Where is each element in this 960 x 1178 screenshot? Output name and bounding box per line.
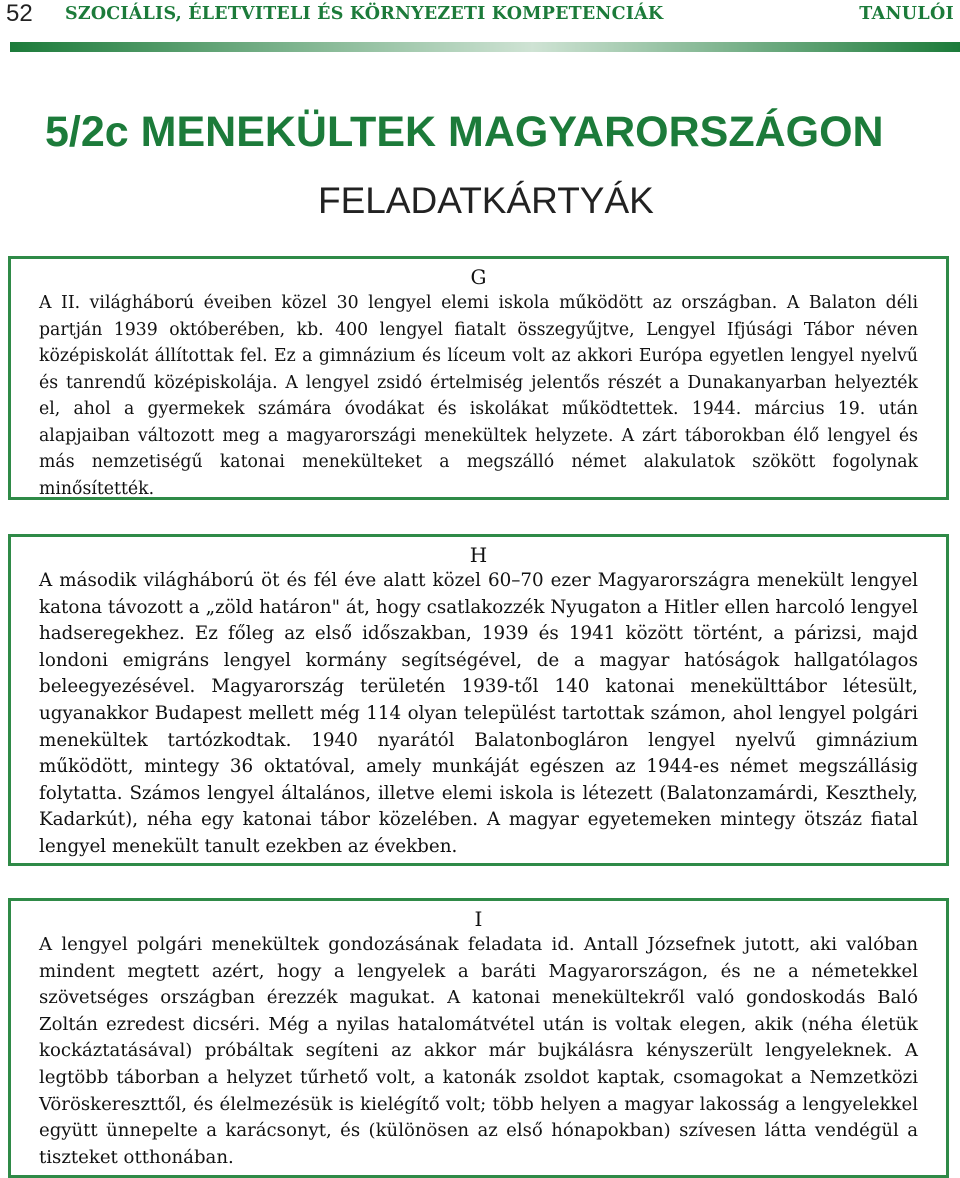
task-card-h [8, 534, 949, 866]
audience-label: TANULÓI [859, 4, 954, 24]
header-divider [10, 42, 960, 52]
card-text: A II. világháború éveiben közel 30 lengyel elemi iskola működött az országban. A Balaton déli partján 1939 októberében, kb. 400 lengyel fiatalt összegyűjtve, Lengyel Ifjúsági Tábor néven középiskolát állítottak fel. Ez a gimnázium és líceum volt az akkori Európa egyetlen lengyel nyelvű és tanrendű középiskolája. A lengyel zsidó értelmiség jelentős részét a Dunakanyarban helyezték el, ahol a gyermekek számára óvodákat és iskolákat működtettek. 1944. március 19. után alapjaiban változott meg a magyarországi menekültek helyzete. A zárt táborokban élő lengyel és más nemzetiségű katonai menekülteket a megszálló német alakulatok szökött fogolynak minősítették. [39, 293, 918, 499]
task-card-i [8, 898, 949, 1178]
task-card-g [8, 256, 949, 500]
section-title: SZOCIÁLIS, ÉLETVITELI ÉS KÖRNYEZETI KOMPETENCIÁK [65, 4, 664, 24]
card-text: A második világháború öt és fél éve alatt közel 60–70 ezer Magyarországra menekült lengyel katona távozott a „zöld határon" át, hogy csatlakozzék Nyugaton a Hitler ellen harcoló lengyel hadseregekhez. Ez főleg az első időszakban, 1939 és 1941 között történt, a párizsi, majd londoni emigráns lengyel kormány segítségével, de a magyar hatóságok hallgatólagos beleegyezésével. Magyarország területén 1939-től 140 katonai menekülttábor létesült, ugyanakkor Budapest mellett még 114 olyan települést tartottak számon, ahol lengyel polgári menekültek tartózkodtak. 1940 nyarától Balatonbogláron lengyel nyelvű gimnázium működött, mintegy 36 oktatóval, amely munkáját egészen az 1944-es német megszállásig folytatta. Számos lengyel általános, illetve elemi iskola is létezett (Balatonzamárdi, Keszthely, Kadarkút), néha egy katonai tábor közelében. A magyar egyetemeken mintegy ötszáz fiatal lengyel menekült tanult ezekben az években. [39, 570, 918, 857]
card-letter: H [469, 543, 488, 567]
page-title: 5/2c MENEKÜLTEK MAGYARORSZÁGON [45, 108, 884, 156]
page-number: 52 [6, 0, 33, 27]
card-text: A lengyel polgári menekültek gondozásának feladata id. Antall Józsefnek jutott, aki valóban mindent megtett azért, hogy a lengyelek a baráti Magyarországon, és ne a németekkel szövetséges országban érezzék magukat. A katonai menekültekről való gondoskodás Baló Zoltán ezredest dicséri. Még a nyilas hatalomátvétel után is voltak elegen, akik (néha életük kockáztatásával) próbáltak segíteni az akkor már bujkálásra kényszerült lengyeleknek. A legtöbb táborban a helyzet tűrhető volt, a katonák zsoldot kaptak, csomagokat a Nemzetközi Vöröskereszttől, és élelmezésük is kielégítő volt; több helyen a magyar lakosság a lengyelekkel együtt ünnepelte a karácsonyt, és (különösen az első hónapokban) szívesen látta vendégül a tiszteket otthonában. [39, 934, 918, 1168]
card-letter: G [470, 265, 487, 289]
card-letter: I [474, 907, 483, 931]
page-subtitle: FELADATKÁRTYÁK [318, 180, 654, 221]
